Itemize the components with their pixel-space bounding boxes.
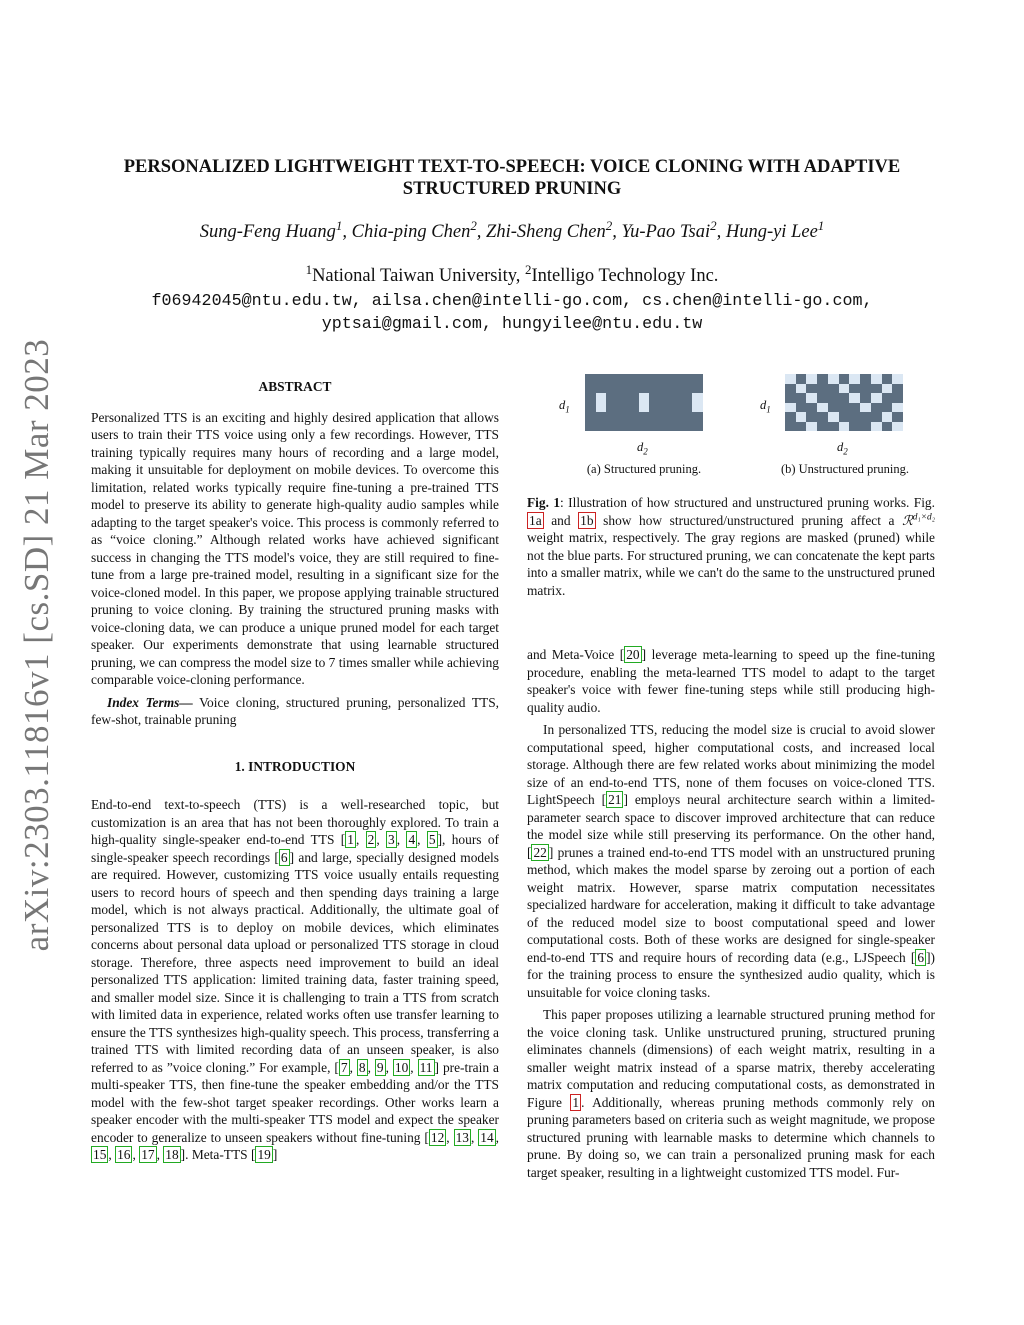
matrix-cell	[628, 412, 639, 422]
arxiv-id: arXiv:2303.11816v1 [cs.SD] 21 Mar 2023	[17, 338, 56, 952]
citation-link[interactable]: 17	[141, 1147, 155, 1162]
matrix-cell	[682, 422, 693, 432]
affiliation-name: Intelligo Technology Inc.	[531, 266, 719, 286]
matrix-cell	[871, 393, 882, 403]
matrix-cell	[682, 403, 693, 413]
citation-link[interactable]: 8	[358, 1059, 366, 1075]
text-run: pre-train a multi-speaker TTS, then fine-tune the speaker embedding and/or the TTS model with the few-shot target speaker recordings. Other works learn a speaker encoder with the multi-speaker TTS model and expect the speaker encoder to generalize to unseen speakers without fine-tuning	[91, 1059, 499, 1145]
author: Zhi-Sheng Chen	[486, 222, 606, 242]
author: Chia-ping Chen	[351, 222, 471, 242]
citation-link[interactable]: 15	[93, 1147, 107, 1162]
paper-title	[60, 156, 964, 200]
matrix-cell	[828, 393, 839, 403]
matrix-cell	[639, 422, 650, 432]
citation-link[interactable]: 10	[394, 1059, 409, 1075]
matrix-cell	[785, 384, 796, 394]
text-run: In personalized TTS, reducing the model size is crucial to avoid slower computational speed, higher computational costs, and increased local storage. Although there are few related works about minimizing the model size of an end-to-end TTS, none of them focuses on voice-cloned TTS. LightSpeech	[527, 722, 935, 807]
matrix-cell	[817, 384, 828, 394]
citation-link[interactable]: 6	[917, 949, 925, 965]
text-run: This paper proposes utilizing a learnable structured pruning method for the voice cloning task. Unlike unstructured pruning, structured pruning eliminates channels (dimensions) of each weight matrix, resulting in a smaller weight matrix instead of a sparse matrix, thereby accelerating matrix computation and reducing computational costs, as demonstrated in Figure	[527, 1007, 935, 1110]
matrix-cell	[596, 384, 607, 394]
citation-link[interactable]: 6	[280, 849, 288, 865]
matrix-cell	[785, 374, 796, 384]
matrix-cell	[892, 384, 903, 394]
subfigure-b-caption: (b) Unstructured pruning.	[780, 462, 910, 476]
abstract-heading: ABSTRACT	[258, 379, 332, 394]
matrix-cell	[806, 384, 817, 394]
citation-link[interactable]: 19	[257, 1147, 271, 1162]
matrix-cell	[606, 422, 617, 432]
matrix-cell	[660, 422, 671, 432]
citation-link[interactable]: 9	[376, 1059, 384, 1075]
text-run: : Illustration of how structured and unstructured pruning works. Fig.	[560, 495, 935, 510]
citation-link[interactable]: 7	[340, 1059, 348, 1075]
author: Sung-Feng Huang	[199, 222, 336, 242]
text-run: weight matrix, respectively. The gray regions are masked (pruned) while not the blue parts. For structured pruning, we can concatenate the kept parts into a smaller matrix, while we can't do the same to the unstructured pruned matrix.	[527, 530, 935, 598]
body-paragraph: and Meta-Voice [ 20 ] leverage meta-learning to speed up the fine-tuning procedure, enabling the meta-learned TTS model to adapt to the target speaker's voice with fewer fine-tuning steps while still producing high-quality audio.	[527, 647, 936, 715]
arxiv-sidebar	[2, 338, 72, 952]
matrix-cell	[682, 393, 693, 403]
matrix-cell	[796, 422, 807, 432]
matrix-cell	[882, 412, 893, 422]
figure-ref-link[interactable]: 1b	[580, 512, 594, 528]
citation-link[interactable]: 5	[428, 832, 436, 847]
matrix-cell	[671, 403, 682, 413]
text-run: ) for the training process to ensure the synthesized audio quality, which is unsuitable for voice cloning tasks.	[527, 949, 935, 1000]
matrix-cell	[871, 422, 882, 432]
citation-link[interactable]: 13	[455, 1129, 469, 1145]
abstract-text: Personalized TTS is an exciting and highly desired application that allows users to train their TTS voice using only a few recordings. However, TTS training typically requires many hours of recording and a large model, making it unsuitable for deployment on mobile devices. To overcome this limitation, related works typically require fine-tuning a pre-trained TTS model to preserve its ability to generate high-quality audio samples while adapting to the target speaker's voice. This process is commonly referred to as “voice cloning.” Although related works have achieved significant success in changing the TTS model's voice, they are still required to fine-tune from a large pre-trained model, resulting in a significant size for the voice-cloned model. In this paper, we propose applying trainable structured pruning to voice cloning. By training the structured pruning masks with voice-cloning data, we can produce a unique pruned model for each target speaker. Our experiments demonstrate that using learnable structured pruning, we can compress the model size to 7 times smaller while achieving comparable voice-cloning performance.	[91, 409, 499, 687]
matrix-cell	[649, 422, 660, 432]
affiliations	[60, 261, 964, 287]
matrix-cell	[639, 412, 650, 422]
matrix-cell	[860, 422, 871, 432]
email-line-1: f06942045@ntu.edu.tw, ailsa.chen@intelli-go.com, cs.chen@intelli-go.com,	[151, 292, 873, 311]
matrix-cell	[882, 403, 893, 413]
citation-link[interactable]: 11	[419, 1059, 433, 1075]
affiliation-mark: 1	[305, 261, 313, 277]
body-paragraph: In personalized TTS, reducing the model size is crucial to avoid slower computational speed, higher computational costs, and increased local storage. Although there are few related works about minimizing the model size of an end-to-end TTS, none of them focuses on voice-cloned TTS. LightSpeech [ 21 ] employs neural architecture search within a limited-parameter search space to discover improved architecture that can reduce the model size while still preserving its performance. On the other hand, [ 22 ] prunes a trained end-to-end TTS model with an unstructured pruning method, which makes the model sparse by zeroing out a portion of each weight matrix. However, sparse matrix computation necessitates specialized hardware for acceleration, making it difficult to take advantage of the reduced model size to boost computational speed and lower computational costs. Both of these works are designed for single-speaker end-to-end TTS and require hours of recording data (e.g., LJSpeech [ 6 ]) for the training process to ensure the synthesized audio quality, which is unsuitable for voice cloning tasks.	[527, 722, 936, 1000]
text-run: and Meta-Voice	[527, 647, 620, 662]
matrix-cell	[617, 393, 628, 403]
matrix-cell	[682, 374, 693, 384]
matrix-cell	[639, 374, 650, 384]
affiliation-mark: 1	[335, 217, 343, 233]
text-run: , hours of single-speaker speech recordings	[91, 832, 499, 865]
title-line-1: PERSONALIZED LIGHTWEIGHT TEXT-TO-SPEECH: VOICE CLONING WITH ADAPTIVE	[123, 157, 901, 177]
matrix-cell	[806, 374, 817, 384]
matrix-cell	[860, 384, 871, 394]
matrix-cell	[660, 384, 671, 394]
matrix-cell	[882, 422, 893, 432]
matrix-cell	[606, 393, 617, 403]
citation-link[interactable]: 4	[408, 832, 416, 847]
matrix-cell	[649, 384, 660, 394]
matrix-cell	[606, 412, 617, 422]
matrix-cell	[692, 403, 703, 413]
figure-ref-link[interactable]: 1	[572, 1094, 580, 1110]
matrix-cell	[692, 393, 703, 403]
matrix-cell	[817, 393, 828, 403]
matrix-cell	[649, 374, 660, 384]
matrix-cell	[849, 403, 860, 413]
matrix-cell	[871, 384, 882, 394]
structured-pruning-matrix	[585, 374, 703, 431]
citation-link[interactable]: 3	[388, 832, 395, 847]
math-exponent: d₁×d₂	[912, 512, 935, 523]
caption-text	[527, 494, 935, 599]
text-run: . Additionally, whereas pruning methods commonly rely on pruning parameters based on criteria such as weight magnitude, we propose structured pruning with learnable masks to determine which channels to prune. By doing so, we can train a personalized pruning mask for each target speaker, resulting in a lightweight customized TTS model. Fur-	[527, 1094, 935, 1180]
matrix-cell	[639, 384, 650, 394]
matrix-cell	[882, 374, 893, 384]
text-run: employs neural architecture search within a limited-parameter search space to discover improved architecture that can reduce the model size while still preserving its performance. On the other hand,	[527, 792, 936, 842]
matrix-cell	[671, 422, 682, 432]
matrix-cell	[671, 393, 682, 403]
matrix-cell	[860, 412, 871, 422]
affiliation-mark: 2	[470, 217, 477, 233]
d1-label: $d_1$	[760, 398, 771, 415]
matrix-cell	[682, 412, 693, 422]
matrix-cell	[828, 374, 839, 384]
citation-link[interactable]: 12	[430, 1129, 445, 1145]
matrix-cell	[596, 422, 607, 432]
figure-ref-link[interactable]: 1a	[529, 512, 542, 528]
matrix-cell	[817, 374, 828, 384]
matrix-cell	[828, 422, 839, 432]
matrix-cell	[617, 412, 628, 422]
matrix-cell	[849, 422, 860, 432]
matrix-cell	[785, 412, 796, 422]
matrix-cell	[785, 403, 796, 413]
matrix-cell	[796, 403, 807, 413]
right-column	[527, 646, 935, 1181]
affiliation-mark: 2	[710, 217, 717, 233]
citation-link[interactable]: 14	[480, 1129, 494, 1145]
author: Hung-yi Lee	[725, 222, 818, 242]
matrix-cell	[585, 374, 596, 384]
matrix-cell	[817, 422, 828, 432]
citation-link[interactable]: 16	[117, 1147, 131, 1162]
matrix-cell	[839, 403, 850, 413]
author: Yu-Pao Tsai	[621, 222, 711, 242]
affiliation-mark: 1	[817, 217, 825, 233]
matrix-cell	[660, 374, 671, 384]
matrix-cell	[639, 393, 650, 403]
matrix-cell	[617, 422, 628, 432]
math-symbol: ℛ	[902, 512, 913, 528]
left-column	[91, 378, 499, 1164]
matrix-cell	[796, 412, 807, 422]
text-run: and large, specially designed models are required. However, customizing TTS voice usually entails requesting users to record hours of speech and then spending days training a large model, which is not always practical. Additionally, the ultimate goal of personalized TTS is to deploy on mobile devices, which eliminates concerns about personal data upload or personalized TTS storage in cloud storage. Therefore, three aspects need improvement to build an ideal personalized TTS application: limited training data, faster training speed, and smaller model size. Since it is challenging to train a TTS from scratch with limited data in experience, related works often use transfer learning to ensure the TTS synthesizes high-quality speech. This process, transferring a trained TTS with limited recording data of an unseen speaker, is also referred to as ”voice cloning.” For example,	[91, 849, 499, 1075]
figure-1	[527, 370, 935, 480]
matrix-cell	[817, 403, 828, 413]
d1-label: $d_1$	[559, 398, 570, 415]
matrix-cell	[828, 403, 839, 413]
matrix-cell	[628, 393, 639, 403]
body-paragraph	[527, 1006, 935, 1181]
matrix-cell	[785, 393, 796, 403]
matrix-cell	[871, 412, 882, 422]
matrix-cell	[692, 422, 703, 432]
matrix-cell	[839, 422, 850, 432]
matrix-cell	[660, 403, 671, 413]
d2-label: $d_2$	[837, 440, 848, 457]
matrix-cell	[796, 374, 807, 384]
matrix-cell	[892, 374, 903, 384]
email-list	[60, 290, 964, 336]
matrix-cell	[692, 384, 703, 394]
matrix-cell	[796, 384, 807, 394]
matrix-cell	[806, 412, 817, 422]
matrix-cell	[585, 422, 596, 432]
section-heading: 1. INTRODUCTION	[234, 758, 356, 774]
matrix-cell	[649, 393, 660, 403]
matrix-cell	[606, 403, 617, 413]
matrix-cell	[660, 393, 671, 403]
matrix-cell	[849, 393, 860, 403]
matrix-cell	[796, 393, 807, 403]
matrix-cell	[849, 412, 860, 422]
text-run: End-to-end text-to-speech (TTS) is a well-researched topic, but customization is an area that has not been thoroughly explored. To train a high-quality single-speaker end-to-end TTS	[91, 797, 499, 847]
matrix-cell	[617, 374, 628, 384]
citation-link[interactable]: 18	[165, 1147, 179, 1162]
matrix-cell	[806, 403, 817, 413]
matrix-cell	[692, 412, 703, 422]
matrix-cell	[639, 403, 650, 413]
matrix-cell	[806, 393, 817, 403]
matrix-cell	[617, 384, 628, 394]
matrix-cell	[585, 384, 596, 394]
matrix-cell	[828, 412, 839, 422]
caption-label: Fig. 1	[527, 495, 561, 510]
matrix-cell	[860, 374, 871, 384]
matrix-cell	[892, 393, 903, 403]
citation-link[interactable]: 20	[626, 647, 640, 662]
matrix-cell	[871, 403, 882, 413]
matrix-cell	[660, 412, 671, 422]
matrix-cell	[892, 422, 903, 432]
matrix-cell	[849, 374, 860, 384]
figure-caption	[527, 494, 935, 599]
author-list: Sung-Feng Huang$^1$, Chia-ping Chen$^2$, Zhi-Sheng Chen$^2$, Yu-Pao Tsai$^2$, Hung-yi Lee$^1$	[199, 217, 825, 242]
matrix-cell	[596, 412, 607, 422]
affiliation-mark: 2	[605, 217, 613, 233]
matrix-cell	[606, 374, 617, 384]
email-line-2: yptsai@gmail.com, hungyilee@ntu.edu.tw	[321, 315, 703, 334]
matrix-cell	[682, 384, 693, 394]
index-terms-label: Index Terms—	[107, 694, 193, 710]
matrix-cell	[849, 384, 860, 394]
citation-link[interactable]: 21	[608, 792, 622, 807]
citation-link[interactable]: 1	[347, 832, 354, 847]
matrix-cell	[649, 403, 660, 413]
matrix-cell	[628, 374, 639, 384]
matrix-cell	[649, 412, 660, 422]
affiliation-mark: 2	[525, 261, 532, 277]
matrix-cell	[839, 393, 850, 403]
subfigure-a-caption: (a) Structured pruning.	[586, 462, 702, 476]
matrix-cell	[671, 384, 682, 394]
affiliation-name: National Taiwan University,	[312, 266, 526, 286]
index-terms-text: Voice cloning, structured pruning, personalized TTS, few-shot, trainable pruning	[91, 694, 499, 727]
matrix-cell	[839, 412, 850, 422]
matrix-cell	[596, 403, 607, 413]
matrix-cell	[628, 403, 639, 413]
matrix-cell	[839, 384, 850, 394]
matrix-cell	[585, 393, 596, 403]
intro-paragraph: End-to-end text-to-speech (TTS) is a well-researched topic, but customization is an area that has not been thoroughly explored. To train a high-quality single-speaker end-to-end TTS [ 1 , 2 , 3 , 4 , 5 ], hours of single-speaker speech recordings [ 6 ] and large, specially designed models are required. However, customizing TTS voice usually entails requesting users to record hours of speech and then spending days training a large model, which is not always practical. Additionally, the ultimate goal of personalized TTS is to deploy on mobile devices, which eliminates concerns about personal data upload or personalized TTS storage in cloud storage. Therefore, three aspects need improvement to build an ideal personalized TTS application: limited training data, faster training speed, and smaller model size. Since it is challenging to train a TTS from scratch with limited data in experience, related works often use transfer learning to ensure the TTS synthesizes high-quality speech. This process, transferring a trained TTS with limited recording data of an unseen speaker, is also referred to as ”voice cloning.” For example, [ 7 , 8 , 9 , 10 , 11 ] pre-train a multi-speaker TTS, then fine-tune the speaker embedding and/or the TTS model with the few-shot target speaker recordings. Other works learn a speaker encoder with the multi-speaker TTS model and expect the speaker encoder to generalize to unseen speakers without fine-tuning [ 12 , 13 , 14 , 15 , 16 , 17 , 18 ]. Meta-TTS [ 19 ]	[91, 797, 500, 1162]
citation-link[interactable]: 22	[533, 844, 547, 860]
matrix-cell	[617, 403, 628, 413]
matrix-cell	[596, 374, 607, 384]
text-run: prunes a trained end-to-end TTS model with an unstructured pruning method, which makes the model sparse by zeroing out a portion of each weight matrix. However, sparse matrix computation necessitates specialized hardware for acceleration, making it difficult to take advantage of the reduced model size to boost computational speed and lower computational costs. Both of these works are designed for single-speaker end-to-end TTS and require hours of recording data (e.g., LJSpeech	[527, 844, 935, 965]
matrix-cell	[585, 412, 596, 422]
matrix-cell	[882, 393, 893, 403]
index-terms	[91, 694, 499, 729]
matrix-cell	[692, 374, 703, 384]
text-run: and	[543, 512, 579, 528]
matrix-cell	[892, 403, 903, 413]
text-run: . Meta-TTS	[185, 1147, 251, 1162]
unstructured-pruning-matrix	[785, 374, 903, 431]
citation-link[interactable]: 2	[367, 832, 375, 847]
matrix-cell	[882, 384, 893, 394]
d2-label: $d_2$	[637, 440, 648, 457]
matrix-cell	[606, 384, 617, 394]
matrix-cell	[585, 403, 596, 413]
matrix-cell	[892, 412, 903, 422]
matrix-cell	[785, 422, 796, 432]
text-run: leverage meta-learning to speed up the fine-tuning procedure, enabling the meta-learned TTS model to adapt to the target speaker's voice with fewer fine-tuning steps while still producing high-quality audio.	[527, 647, 936, 715]
matrix-cell	[628, 384, 639, 394]
matrix-cell	[860, 403, 871, 413]
matrix-cell	[806, 422, 817, 432]
matrix-cell	[839, 374, 850, 384]
matrix-cell	[596, 393, 607, 403]
matrix-cell	[671, 412, 682, 422]
matrix-cell	[871, 374, 882, 384]
matrix-cell	[628, 422, 639, 432]
text-run: show how structured/unstructured pruning affect a	[595, 512, 903, 528]
title-line-2: STRUCTURED PRUNING	[402, 179, 622, 199]
matrix-cell	[860, 393, 871, 403]
matrix-cell	[817, 412, 828, 422]
matrix-cell	[671, 374, 682, 384]
matrix-cell	[828, 384, 839, 394]
